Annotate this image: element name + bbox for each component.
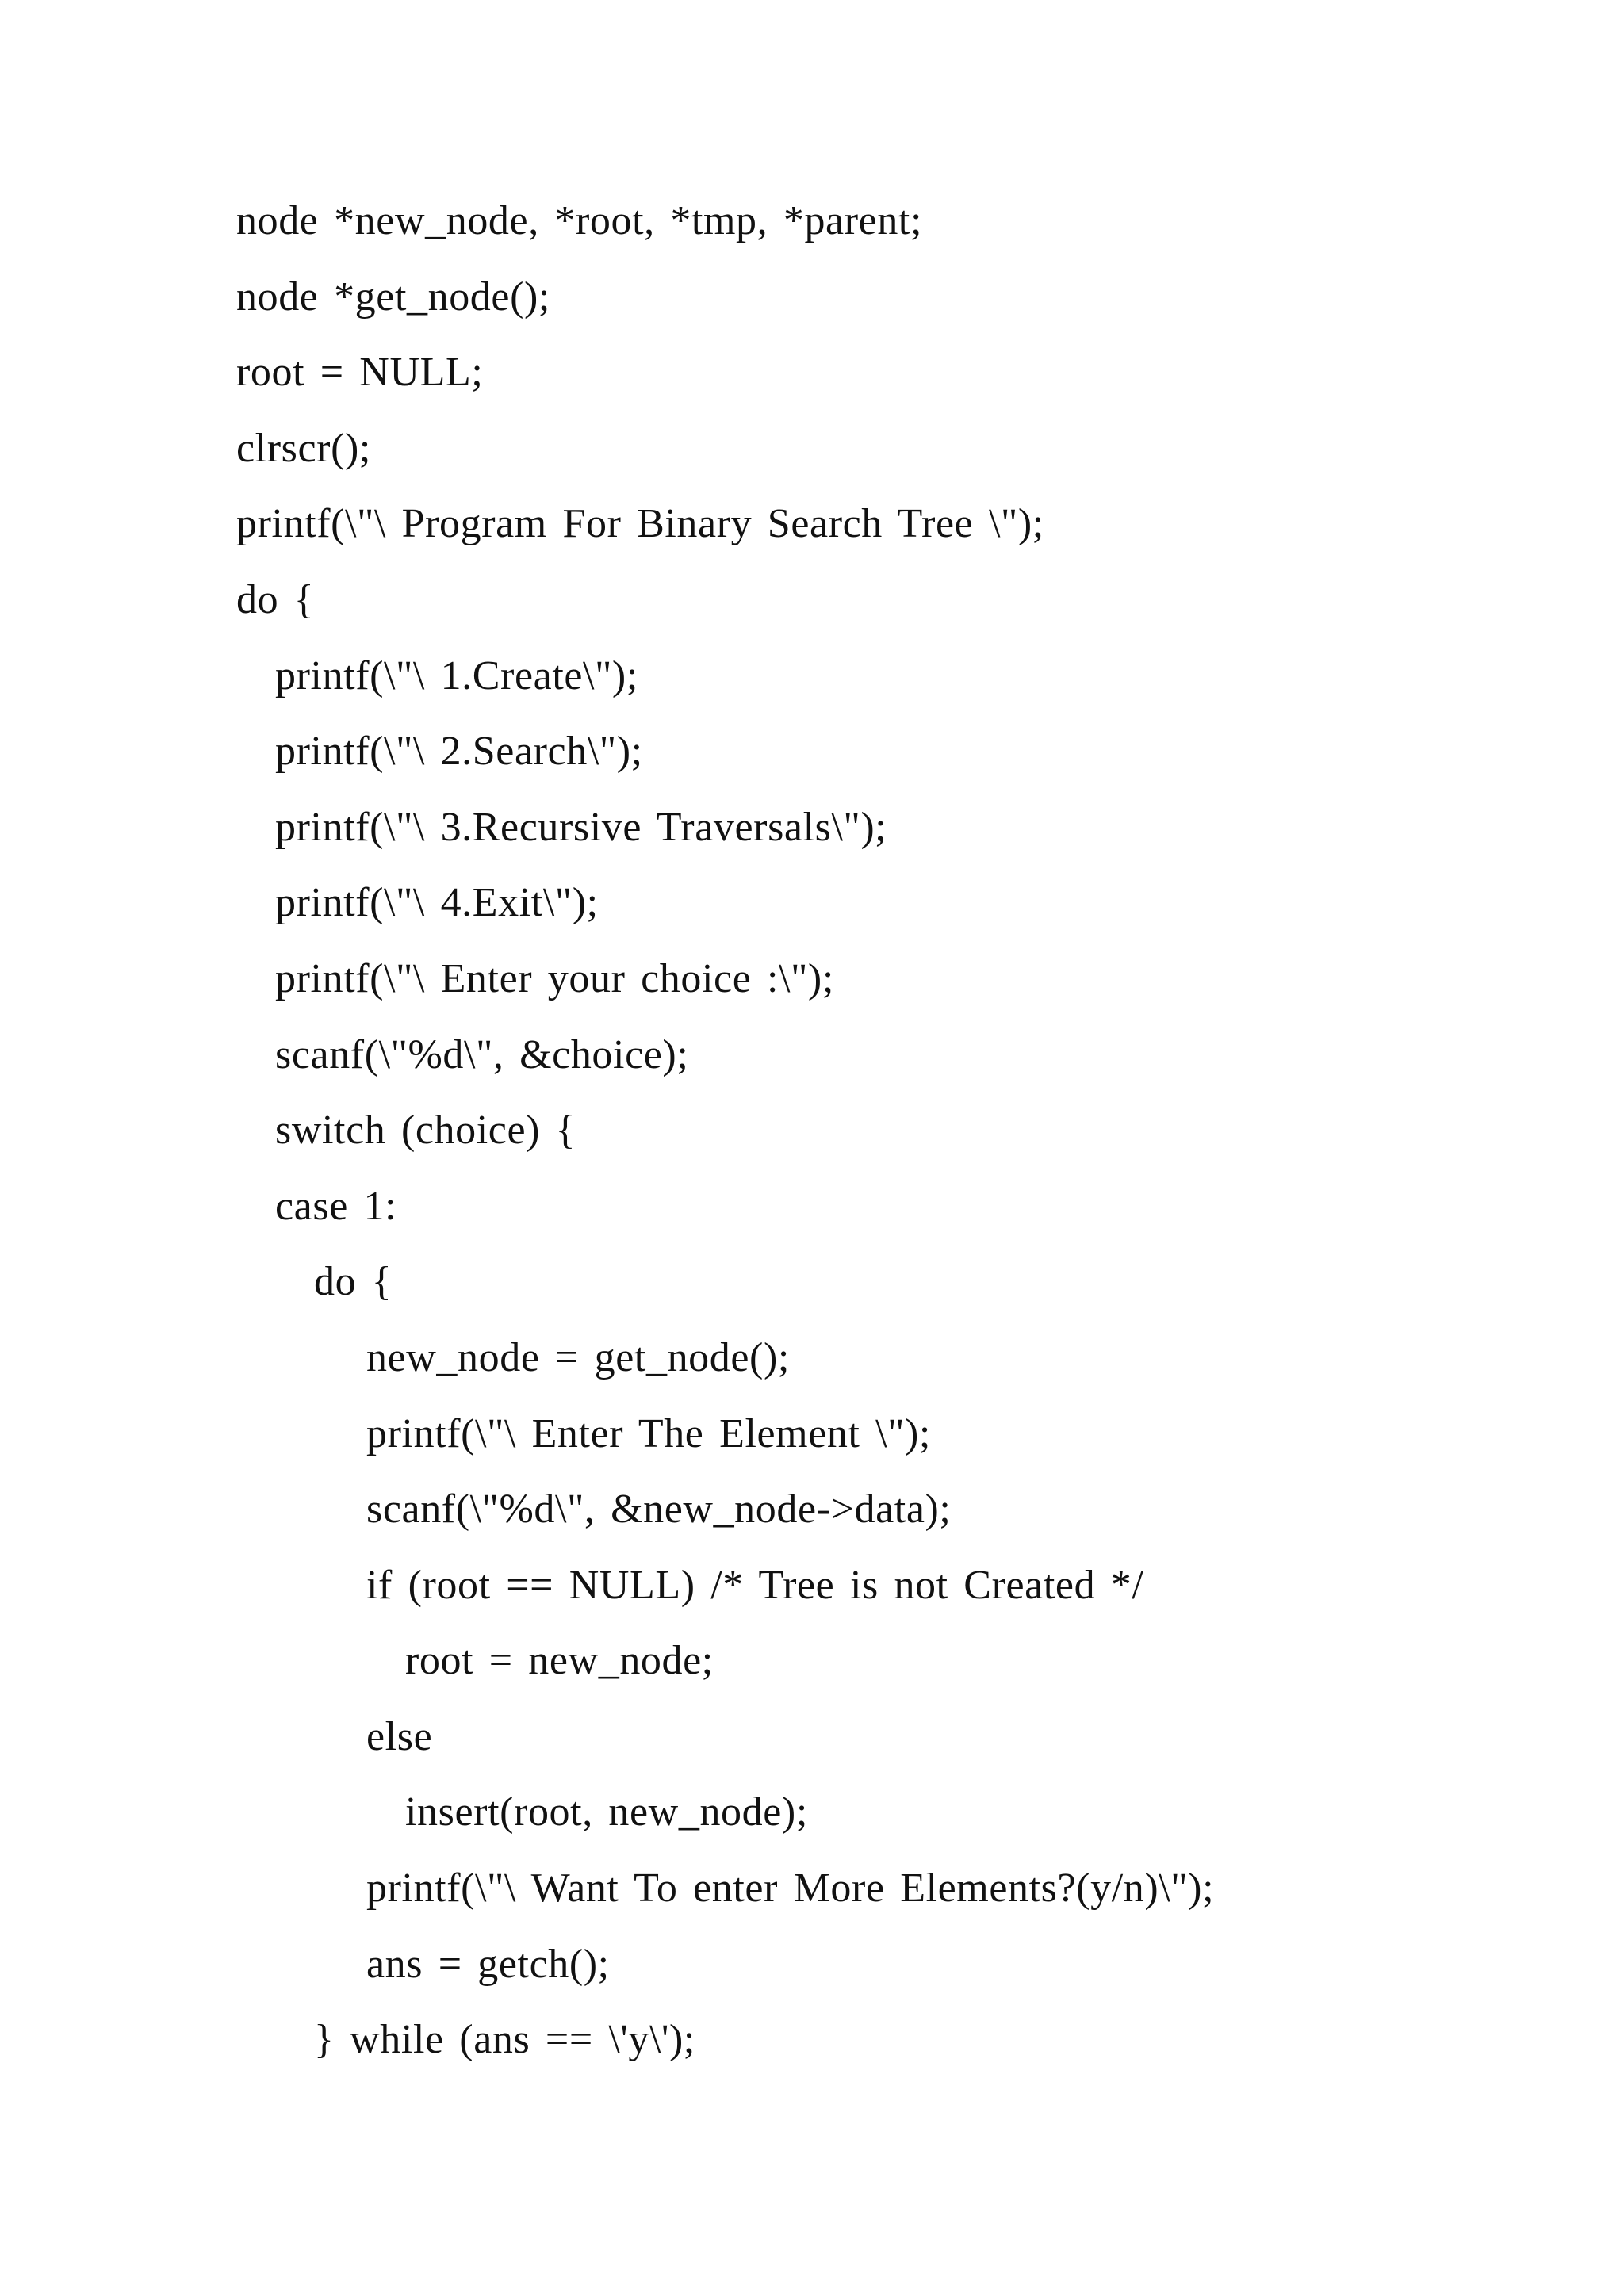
code-line: } while (ans == \'y\');: [314, 2017, 695, 2063]
code-line: else: [366, 1713, 433, 1759]
code-line: node *get_node();: [236, 274, 550, 320]
code-line: printf(\"\ Enter The Element \");: [366, 1410, 931, 1456]
code-line: do {: [314, 1259, 393, 1305]
code-line: printf(\"\ 3.Recursive Traversals\");: [275, 804, 887, 850]
code-line: insert(root, new_node);: [405, 1789, 808, 1835]
code-line: printf(\"\ 2.Search\");: [275, 729, 643, 775]
code-line: node *new_node, *root, *tmp, *parent;: [236, 198, 923, 243]
code-listing: [236, 193, 1584, 2088]
code-line: root = new_node;: [405, 1638, 714, 1684]
code-line: case 1:: [275, 1183, 397, 1229]
code-line: printf(\"\ 4.Exit\");: [275, 880, 599, 926]
code-line: do {: [236, 576, 315, 622]
code-line: printf(\"\ Want To enter More Elements?(y/n)\");: [366, 1866, 1215, 1911]
code-line: switch (choice) {: [275, 1108, 576, 1154]
code-line: scanf(\"%d\", &choice);: [275, 1031, 689, 1077]
code-line: if (root == NULL) /* Tree is not Created */: [366, 1562, 1144, 1608]
code-line: ans = getch();: [366, 1941, 610, 1987]
code-line: printf(\"\ 1.Create\");: [275, 652, 638, 698]
code-line: root = NULL;: [236, 350, 484, 396]
code-line: printf(\"\ Enter your choice :\");: [275, 955, 834, 1001]
code-line: printf(\"\ Program For Binary Search Tree \");: [236, 501, 1044, 547]
code-line: clrscr();: [236, 425, 371, 471]
code-line: scanf(\"%d\", &new_node->data);: [366, 1487, 952, 1533]
code-line: new_node = get_node();: [366, 1334, 790, 1380]
